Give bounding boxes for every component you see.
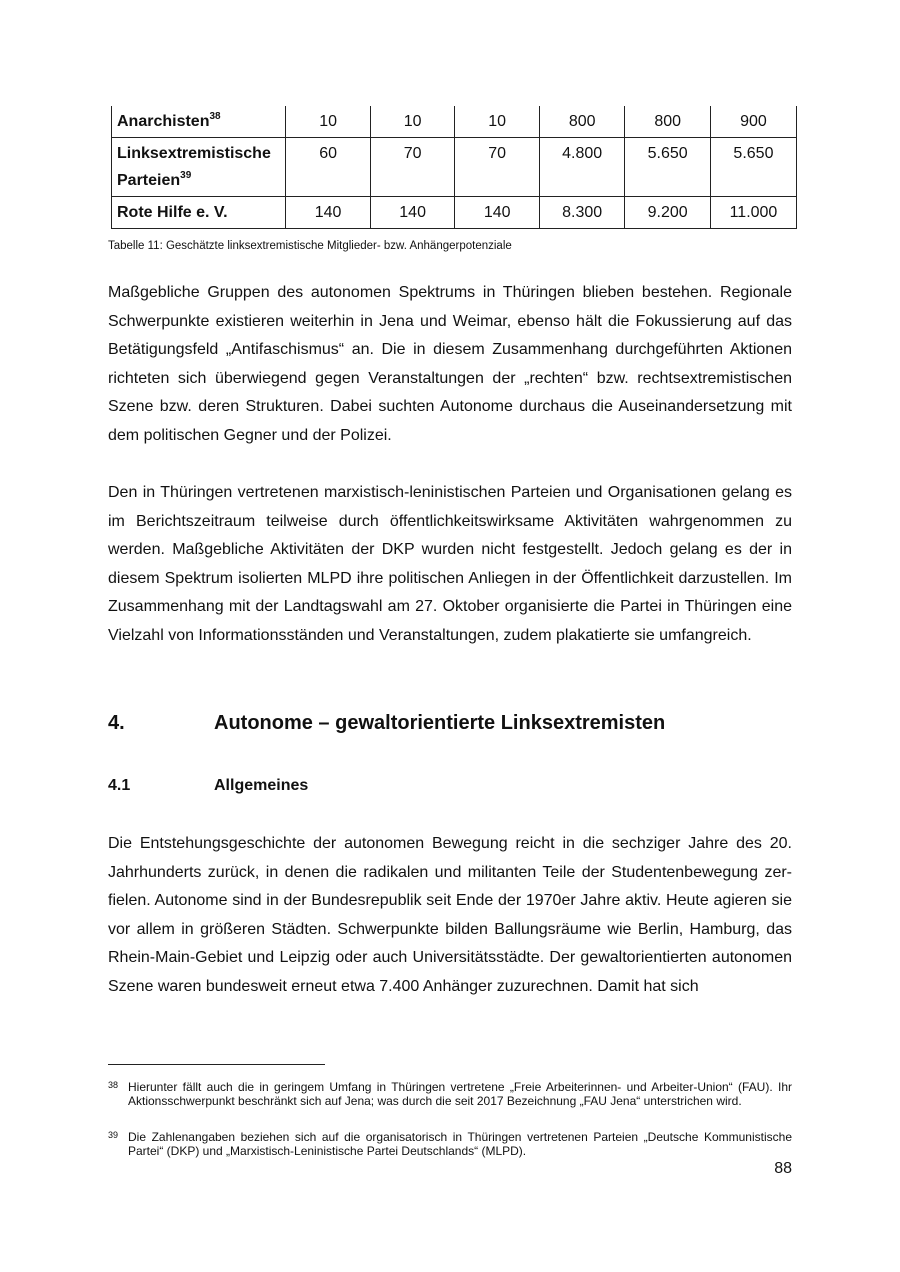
- footnote-39: [108, 1130, 792, 1158]
- table-cell: 10: [455, 106, 540, 138]
- table-caption: Tabelle 11: Geschätzte linksextremistische Mitglieder- bzw. Anhängerpotenziale: [108, 240, 512, 252]
- table-row: [112, 106, 797, 138]
- table-cell: 8.300: [539, 197, 624, 229]
- paragraph-ml-parteien: Den in Thüringen vertretenen marxistisch-leninistischen Parteien und Organisationen gelang es im Berichtszeitraum teilweise durch öffentlichkeitswirksame Aktivitäten wahrgenommen zu werden. Maßgebliche Aktivitäten der DKP wurden nicht festgestellt. Jedoch gelang es der in diesem Spektrum isolierten MLPD ihre politischen Anliegen in der Öffentlichkeit darzustellen. Im Zusammenhang mit der Landtagswahl am 27. Oktober organisierte die Partei in Thüringen eine Vielzahl von Informationsständen und Veranstaltungen, zudem plakatierte sie umfangreich.: [108, 484, 792, 644]
- table-cell: 10: [370, 106, 455, 138]
- table-cell: 140: [455, 197, 540, 229]
- footnote-text: Die Zahlenangaben beziehen sich auf die organisatorisch in Thüringen vertretenen Parteien „Deutsche Kommunistische Partei“ (DKP) und „Marxistisch-Leninistische Partei Deutschlands“ (MLPD).: [128, 1130, 792, 1158]
- table-cell: 5.650: [710, 138, 796, 197]
- member-potential-table: [111, 106, 797, 229]
- subsection-title: Allgemeines: [214, 777, 309, 794]
- row-label: Linksextremistische Parteien$^{39}$: [112, 138, 286, 197]
- table-cell: 60: [286, 138, 371, 197]
- table-cell: 900: [710, 106, 796, 138]
- footnote-mark: 38: [108, 1080, 119, 1090]
- table-cell: 70: [455, 138, 540, 197]
- table-cell: 70: [370, 138, 455, 197]
- table-cell: 5.650: [625, 138, 710, 197]
- footnote-mark: 39: [108, 1130, 119, 1140]
- table-cell: 140: [286, 197, 371, 229]
- footnote-38: [108, 1080, 792, 1108]
- table-cell: 10: [286, 106, 371, 138]
- section-title: Autonome – gewaltorientierte Linksextremisten: [214, 712, 666, 734]
- footnote-ref: 39: [180, 170, 192, 181]
- table-row: [112, 138, 797, 197]
- paragraph-autonome-gruppen: Maßgebliche Gruppen des autonomen Spektrums in Thüringen blieben bestehen. Regionale Schwerpunkte existieren weiterhin in Jena und Weimar, ebenso hält die Fokussierung auf das Betätigungsfeld „Antifaschismus“ an. Die in diesem Zusammenhang durchgeführten Aktionen richteten sich überwiegend gegen Veranstaltungen der „rechten“ bzw. rechtsextremistischen Szene bzw. deren Strukturen. Dabei suchten Autonome durchaus die Auseinandersetzung mit dem politischen Gegner und der Polizei.: [108, 284, 792, 444]
- row-label: Anarchisten$^{38}$: [112, 106, 286, 138]
- footnote-ref: 38: [209, 111, 221, 122]
- row-label: Rote Hilfe e. V.: [112, 197, 286, 229]
- table-cell: 11.000: [710, 197, 796, 229]
- table-cell: 9.200: [625, 197, 710, 229]
- page-number: 88: [774, 1160, 792, 1177]
- table-cell: 140: [370, 197, 455, 229]
- section-number: 4.: [108, 712, 125, 734]
- table-row: [112, 197, 797, 229]
- table-cell: 800: [539, 106, 624, 138]
- footnote-text: Hierunter fällt auch die in geringem Umfang in Thüringen vertretene „Freie Arbeiterinnen- und Arbeiter-Union“ (FAU). Ihr Aktionsschwerpunkt beschränkt sich auf Jena; was durch die seit 2017 Bezeichnung „FAU Jena“ unterstrichen wird.: [128, 1080, 792, 1108]
- table-cell: 4.800: [539, 138, 624, 197]
- footnote-separator: [108, 1064, 325, 1065]
- subsection-heading: [108, 777, 308, 795]
- subsection-number: 4.1: [108, 777, 131, 794]
- section-heading: [108, 712, 665, 735]
- paragraph-entstehung: Die Entstehungsgeschichte der autonomen Bewegung reicht in die sechziger Jahre des 20. Jahrhunderts zurück, in denen die radikalen und militanten Teile der Studentenbewegung zerfielen. Autonome sind in der Bundesrepublik seit Ende der 1970er Jahre aktiv. Heute agieren sie vor allem in größeren Städten. Schwerpunkte bilden Ballungsräume wie Berlin, Hamburg, das Rhein-Main-Gebiet und Leipzig oder auch Universitätsstädte. Der gewaltorientierten autonomen Szene waren bundesweit erneut etwa 7.400 Anhänger zuzurechnen. Damit hat sich: [108, 835, 792, 995]
- table-cell: 800: [625, 106, 710, 138]
